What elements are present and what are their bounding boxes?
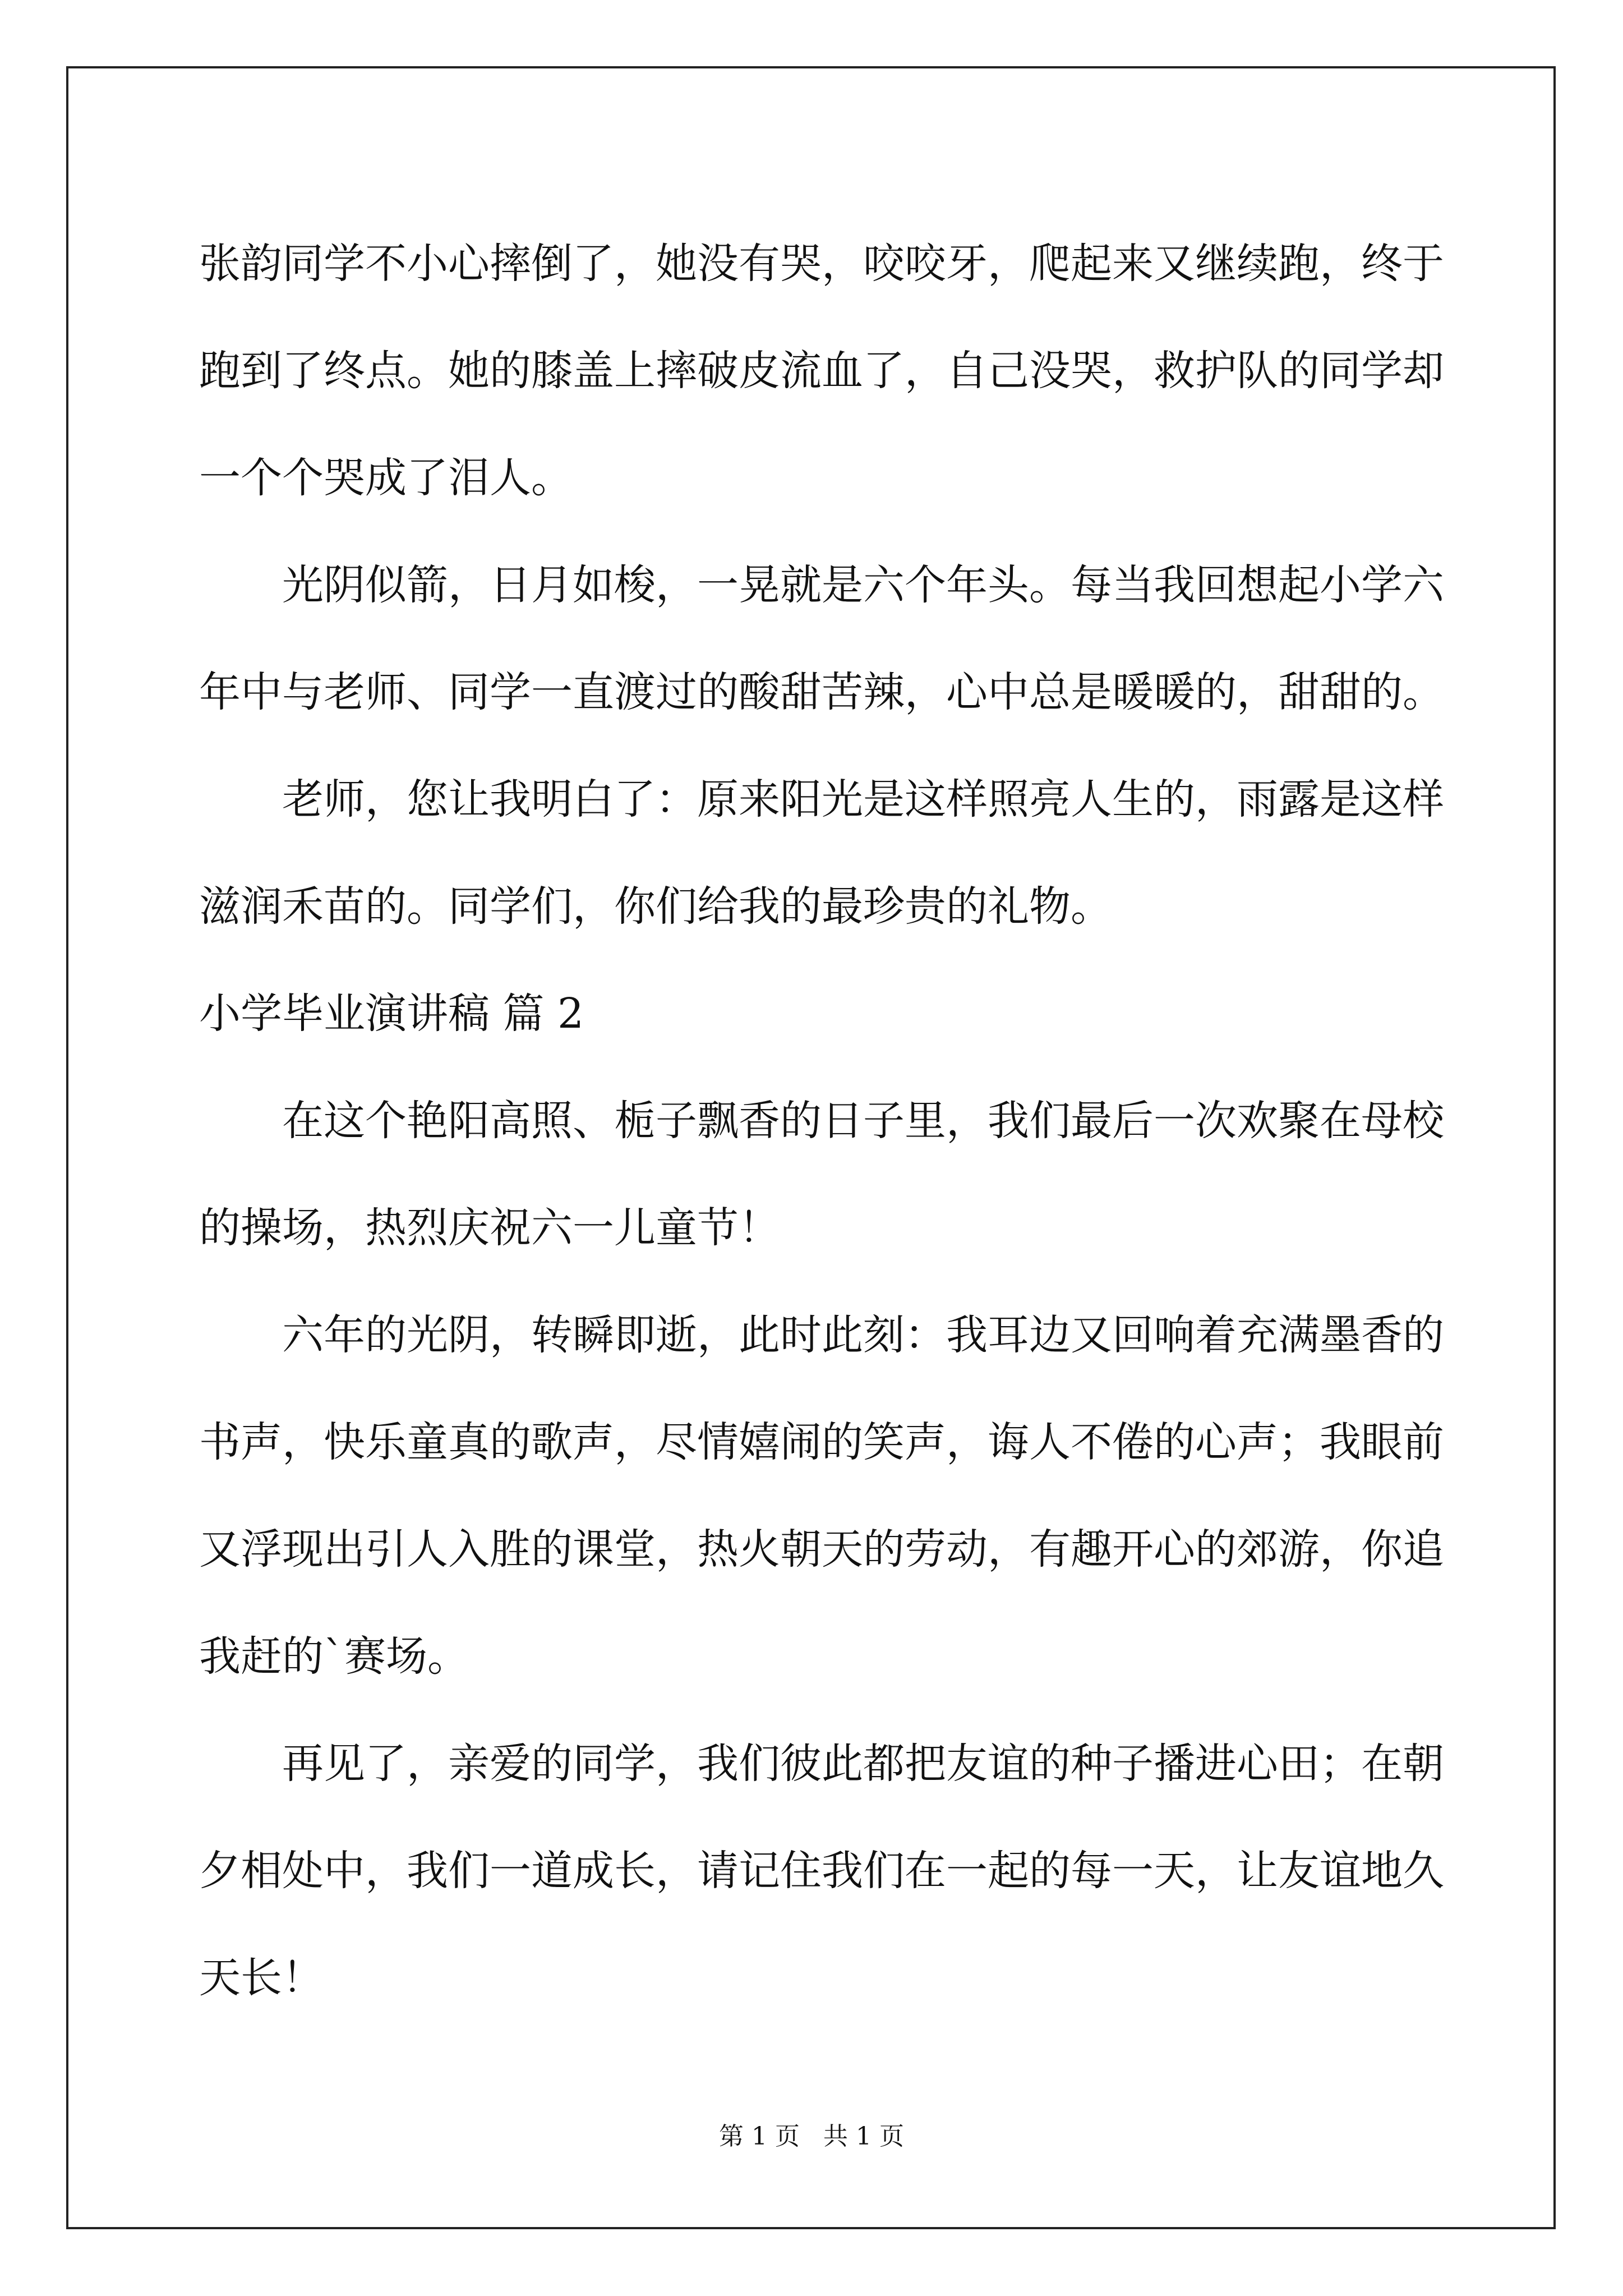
- paragraph-start-line: 再见了，亲爱的同学，我们彼此都把友谊的种子播进心田；在朝: [282, 1740, 1444, 1788]
- document-body: [199, 210, 1444, 2032]
- text-line: 跑到了终点。她的膝盖上摔破皮流血了，自己没哭，救护队的同学却: [199, 347, 1444, 395]
- text-line: 我赶的`赛场。: [199, 1632, 469, 1681]
- text-line: 一个个哭成了泪人。: [199, 454, 573, 502]
- text-line: 滋润禾苗的。同学们，你们给我的最珍贵的礼物。: [199, 882, 1112, 931]
- paragraph-start-line: 六年的光阴，转瞬即逝，此时此刻：我耳边又回响着充满墨香的: [282, 1311, 1444, 1359]
- text-line: 的操场，热烈庆祝六一儿童节！: [199, 1204, 780, 1252]
- text-line: 张韵同学不小心摔倒了，她没有哭，咬咬牙，爬起来又继续跑，终于: [199, 240, 1444, 288]
- paragraph-start-line: 老师，您让我明白了：原来阳光是这样照亮人生的，雨露是这样: [282, 775, 1444, 823]
- section-heading: 小学毕业演讲稿 篇 2: [199, 990, 584, 1038]
- text-line: 书声，快乐童真的歌声，尽情嬉闹的笑声，诲人不倦的心声；我眼前: [199, 1418, 1444, 1466]
- page-footer: [0, 2116, 1623, 2152]
- text-line: 又浮现出引人入胜的课堂，热火朝天的劳动，有趣开心的郊游，你追: [199, 1525, 1444, 1573]
- text-line: 夕相处中，我们一道成长，请记住我们在一起的每一天，让友谊地久: [199, 1847, 1444, 1895]
- text-line: 天长！: [199, 1954, 324, 2002]
- paragraph-start-line: 在这个艳阳高照、栀子飘香的日子里，我们最后一次欢聚在母校: [282, 1097, 1444, 1145]
- page-number: 第 1 页: [719, 2122, 800, 2151]
- paragraph-start-line: 光阴似箭，日月如梭，一晃就是六个年头。每当我回想起小学六: [282, 561, 1444, 609]
- page-total: 共 1 页: [823, 2122, 904, 2151]
- text-line: 年中与老师、同学一直渡过的酸甜苦辣，心中总是暖暖的，甜甜的。: [199, 668, 1444, 716]
